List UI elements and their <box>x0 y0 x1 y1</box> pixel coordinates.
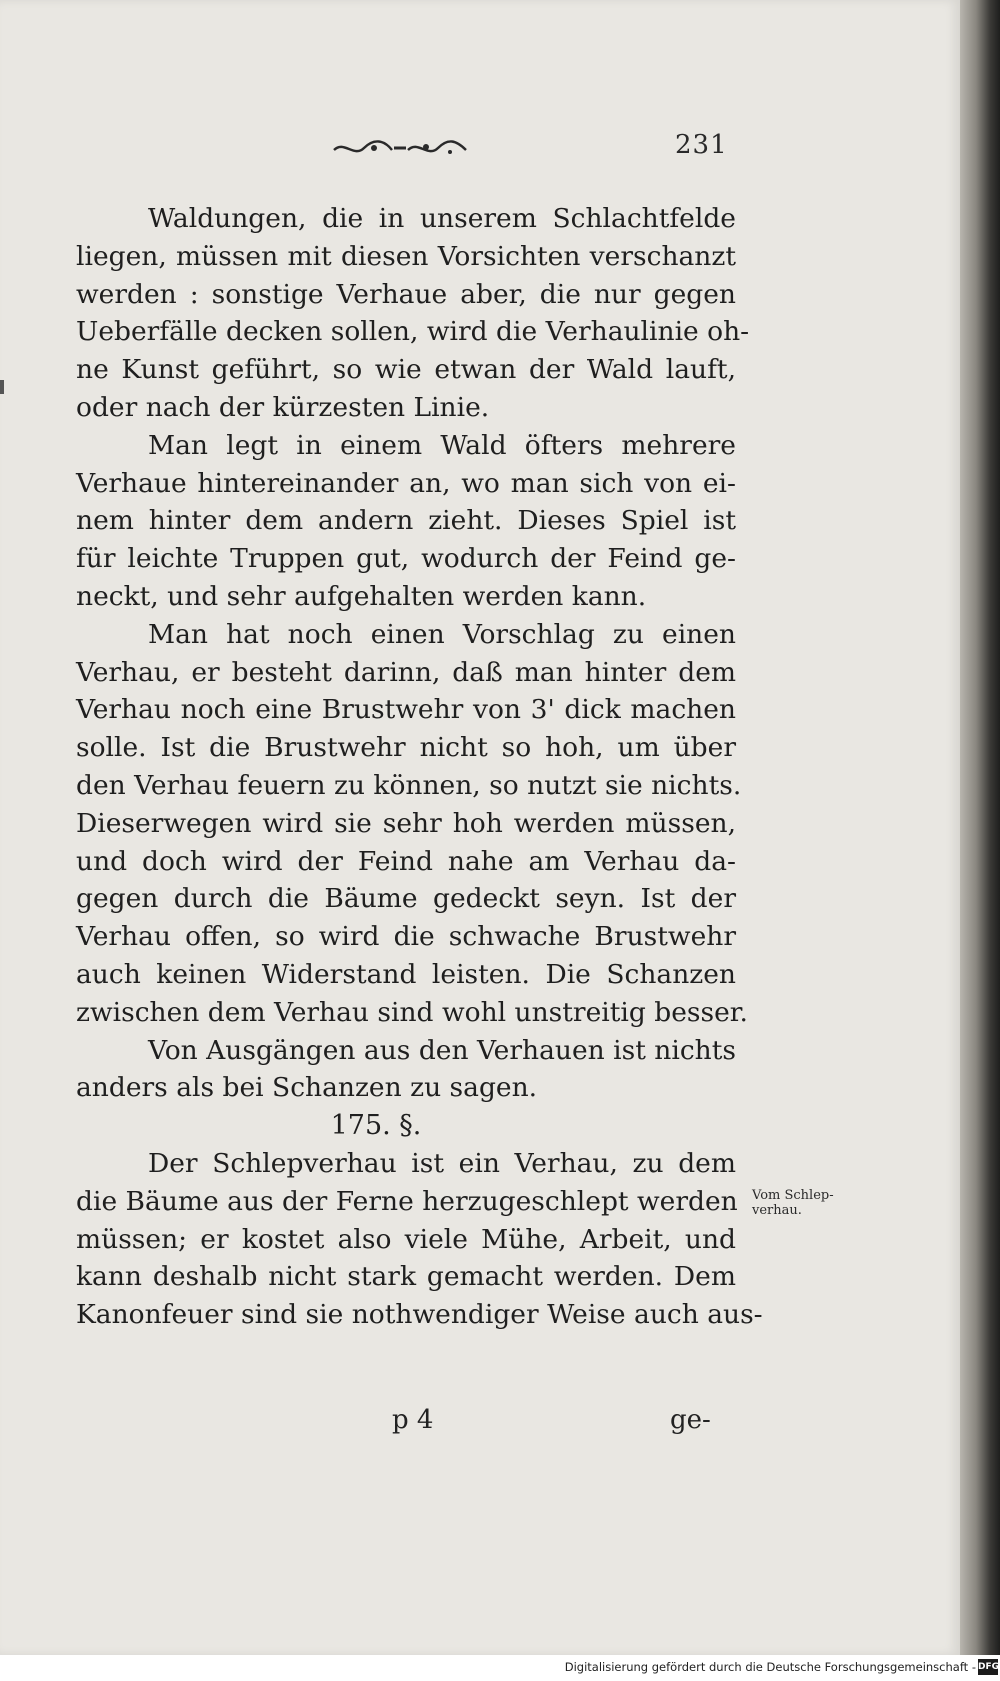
section-heading: 175. §. <box>330 1110 422 1142</box>
text-line: kann deshalb nicht stark gemacht werden. Dem <box>76 1261 736 1293</box>
margin-note <box>752 1188 862 1218</box>
text-line: Der Schlepverhau ist ein Verhau, zu dem <box>148 1147 736 1179</box>
text-line: auch keinen Widerstand leisten. Die Schanzen <box>76 958 736 990</box>
text-line: neckt, und sehr aufgehalten werden kann. <box>76 580 647 612</box>
text-line: den Verhau feuern zu können, so nutzt sie nichts. <box>76 769 742 801</box>
text-line: Ueberfälle decken sollen, wird die Verhaulinie oh- <box>76 316 750 348</box>
signature-mark: p 4 <box>392 1405 434 1435</box>
text-line: Kanonfeuer sind sie nothwendiger Weise auch aus- <box>76 1299 763 1331</box>
text-line: müssen; er kostet also viele Mühe, Arbeit, und <box>76 1223 736 1255</box>
text-line: zwischen dem Verhau sind wohl unstreitig besser. <box>76 996 748 1028</box>
text-line: für leichte Truppen gut, wodurch der Feind ge- <box>76 543 736 575</box>
text-line: und doch wird der Feind nahe am Verhau da- <box>76 845 736 877</box>
text-line: die Bäume aus der Ferne herzugeschlept werden <box>76 1185 738 1217</box>
text-line: liegen, müssen mit diesen Vorsichten verschanzt <box>76 240 736 272</box>
scan-edge <box>960 0 1000 1655</box>
catchword: ge- <box>670 1405 711 1435</box>
margin-note-line: Vom Schlep- <box>752 1188 834 1203</box>
edge-mark <box>0 380 4 394</box>
credit-text: Digitalisierung gefördert durch die Deutsche Forschungsgemeinschaft - <box>564 1660 976 1674</box>
text-line: Waldungen, die in unserem Schlachtfelde <box>148 203 736 234</box>
text-line: ne Kunst geführt, so wie etwan der Wald lauft, <box>76 354 736 386</box>
body-text <box>76 200 763 1334</box>
text-line: gegen durch die Bäume gedeckt seyn. Ist der <box>76 883 736 915</box>
margin-note-line: verhau. <box>752 1203 802 1218</box>
text-line: solle. Ist die Brustwehr nicht so hoh, um über <box>76 732 736 764</box>
text-line: Verhau, er besteht darinn, daß man hinter dem <box>76 656 736 688</box>
page-header <box>0 130 960 170</box>
text-line: werden : sonstige Verhaue aber, die nur gegen <box>76 278 736 310</box>
text-line: Von Ausgängen aus den Verhauen ist nichts <box>148 1034 736 1066</box>
text-line: Man hat noch einen Vorschlag zu einen <box>148 618 736 650</box>
text-line: Man legt in einem Wald öfters mehrere <box>148 429 736 461</box>
text-line: nem hinter dem andern zieht. Dieses Spiel ist <box>76 505 736 537</box>
dfg-logo: DFG <box>978 1659 998 1675</box>
text-line: Verhau offen, so wird die schwache Brustwehr <box>76 921 736 953</box>
ornament-icon <box>330 136 470 160</box>
text-line: Verhau noch eine Brustwehr von 3' dick machen <box>76 694 736 726</box>
page-footer <box>0 1405 960 1445</box>
page-number: 231 <box>675 130 728 160</box>
text-line: Dieserwegen wird sie sehr hoh werden müssen, <box>76 807 736 839</box>
text-line: Verhaue hintereinander an, wo man sich von ei- <box>76 467 736 499</box>
text-line: oder nach der kürzesten Linie. <box>76 391 490 423</box>
credit-bar <box>0 1655 1000 1681</box>
text-line: anders als bei Schanzen zu sagen. <box>76 1072 538 1104</box>
